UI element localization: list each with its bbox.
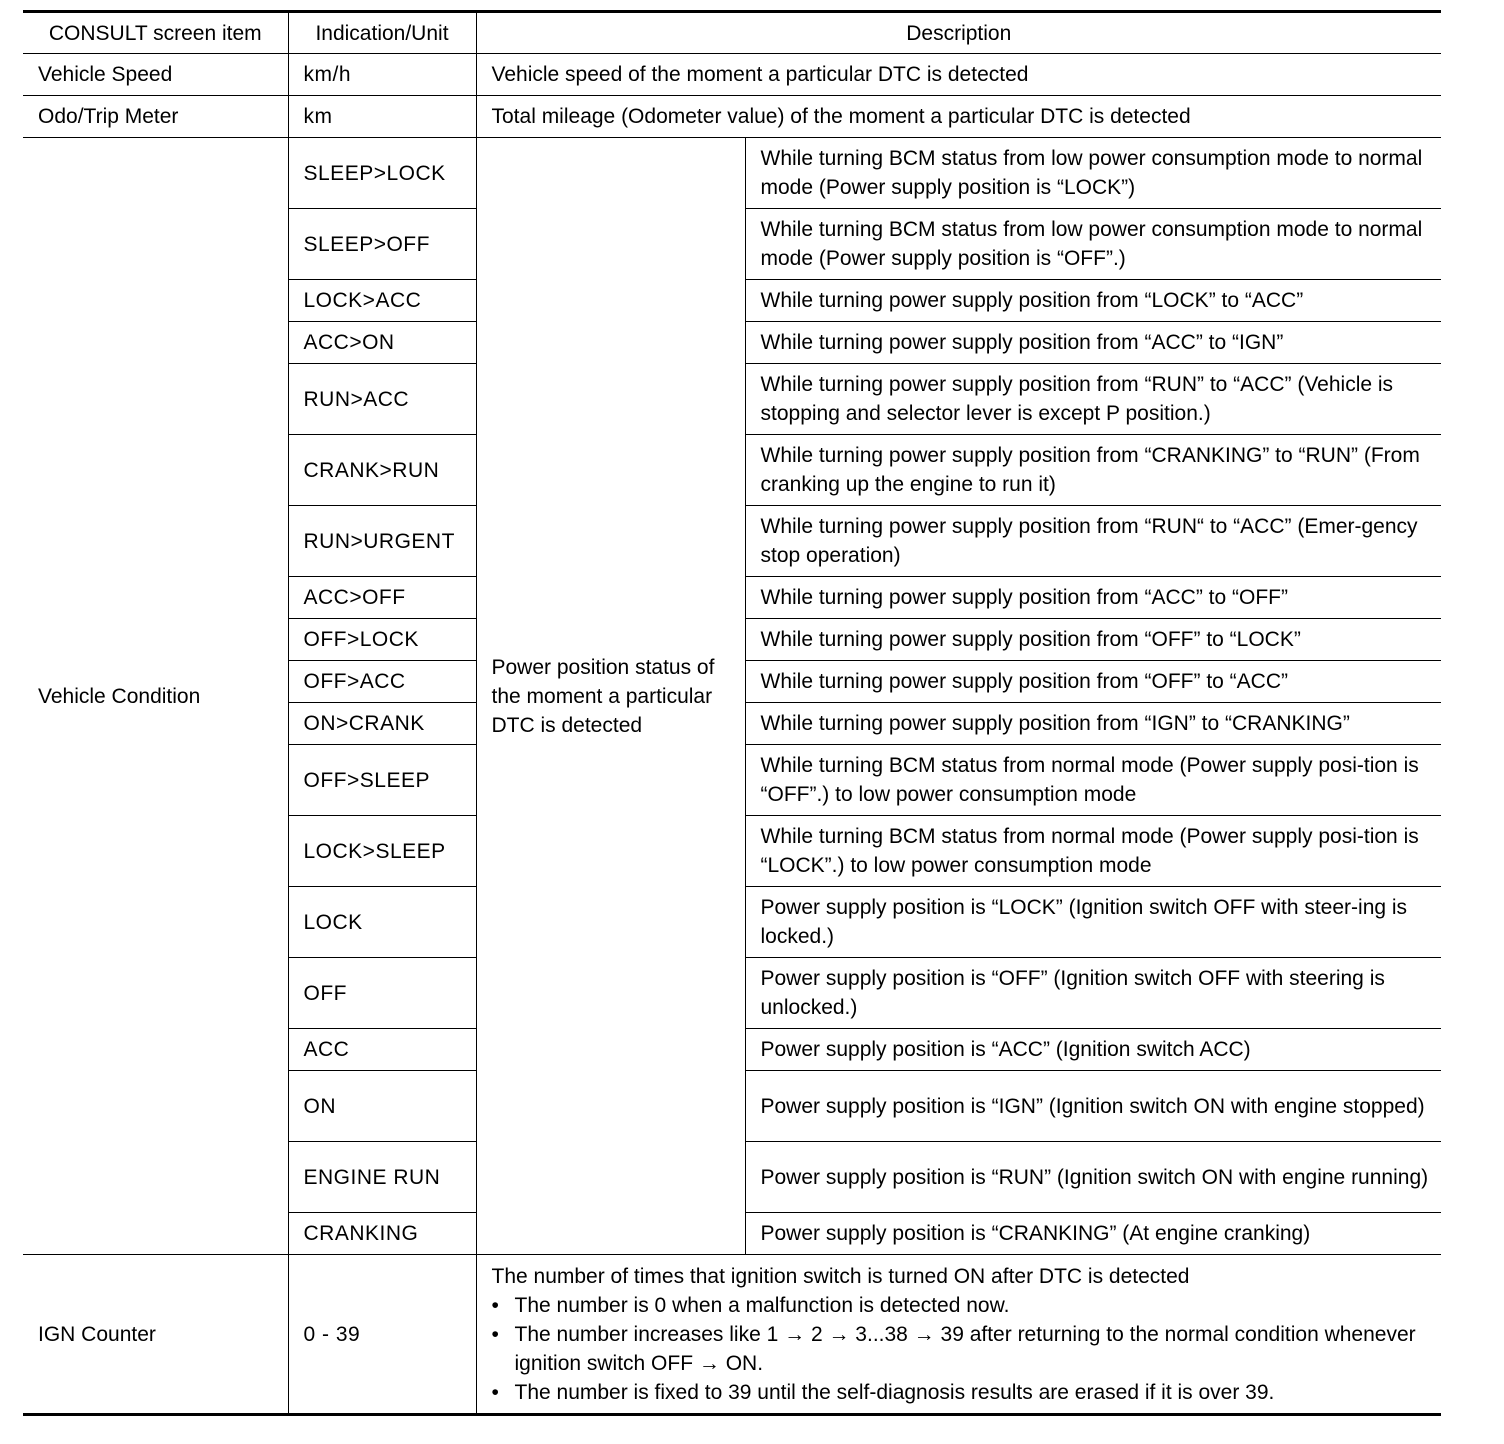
indication-cell: ON>CRANK [288, 703, 476, 745]
item-cell: Odo/Trip Meter [23, 96, 288, 138]
vehicle-speed-row [23, 54, 1441, 96]
indication-cell: LOCK>SLEEP [288, 816, 476, 887]
description-cell: While turning power supply position from “RUN” to “ACC” (Vehicle is stopping and selector lever is except P position.) [745, 364, 1441, 435]
unit-cell: km/h [288, 54, 476, 96]
indication-cell: LOCK [288, 887, 476, 958]
vehicle-condition-row [23, 138, 1441, 209]
indication-cell: LOCK>ACC [288, 280, 476, 322]
description-cell: Power supply position is “IGN” (Ignition switch ON with engine stopped) [745, 1071, 1441, 1142]
indication-cell: RUN>ACC [288, 364, 476, 435]
description-cell: Power supply position is “ACC” (Ignition switch ACC) [745, 1029, 1441, 1071]
header-description: Description [476, 12, 1441, 54]
ign-counter-intro: The number of times that ignition switch is turned ON after DTC is detected [491, 1264, 1190, 1288]
description-cell: While turning power supply position from “LOCK” to “ACC” [745, 280, 1441, 322]
odo-trip-row [23, 96, 1441, 138]
indication-cell: CRANK>RUN [288, 435, 476, 506]
description-cell: While turning power supply position from “CRANKING” to “RUN” (From cranking up the engine to run it) [745, 435, 1441, 506]
description-cell [476, 1255, 1441, 1415]
header-unit: Indication/Unit [288, 12, 476, 54]
indication-cell: RUN>URGENT [288, 506, 476, 577]
indication-cell: CRANKING [288, 1213, 476, 1255]
bullet-item: • The number is 0 when a malfunction is detected now. [492, 1291, 1434, 1320]
description-cell: While turning power supply position from “OFF” to “LOCK” [745, 619, 1441, 661]
indication-cell: OFF>SLEEP [288, 745, 476, 816]
description-cell: Power supply position is “RUN” (Ignition switch ON with engine running) [745, 1142, 1441, 1213]
description-cell: While turning BCM status from normal mode (Power supply posi-tion is “LOCK”.) to low power consumption mode [745, 816, 1441, 887]
description-cell: Vehicle speed of the moment a particular DTC is detected [476, 54, 1441, 96]
indication-cell: ACC [288, 1029, 476, 1071]
description-cell: Power supply position is “CRANKING” (At engine cranking) [745, 1213, 1441, 1255]
description-cell: Power supply position is “LOCK” (Ignition switch OFF with steer-ing is locked.) [745, 887, 1441, 958]
indication-cell: OFF [288, 958, 476, 1029]
header-row [23, 12, 1441, 54]
item-cell: IGN Counter [23, 1255, 288, 1415]
header-item: CONSULT screen item [23, 12, 288, 54]
description-cell: Total mileage (Odometer value) of the moment a particular DTC is detected [476, 96, 1441, 138]
description-cell: Power supply position is “OFF” (Ignition switch OFF with steering is unlocked.) [745, 958, 1441, 1029]
indication-cell: OFF>ACC [288, 661, 476, 703]
description-cell: While turning power supply position from “RUN“ to “ACC” (Emer-gency stop operation) [745, 506, 1441, 577]
consult-data-table [23, 10, 1441, 1416]
indication-cell: SLEEP>LOCK [288, 138, 476, 209]
power-position-summary: Power position status of the moment a particular DTC is detected [476, 138, 745, 1255]
description-cell: While turning power supply position from “OFF” to “ACC” [745, 661, 1441, 703]
ign-counter-row [23, 1255, 1441, 1415]
description-cell: While turning BCM status from low power consumption mode to normal mode (Power supply position is “LOCK”) [745, 138, 1441, 209]
indication-cell: SLEEP>OFF [288, 209, 476, 280]
description-cell: While turning BCM status from low power consumption mode to normal mode (Power supply position is “OFF”.) [745, 209, 1441, 280]
description-cell: While turning power supply position from “IGN” to “CRANKING” [745, 703, 1441, 745]
bullet-item: • The number is fixed to 39 until the self-diagnosis results are erased if it is over 39. [492, 1378, 1434, 1407]
description-cell: While turning power supply position from “ACC” to “OFF” [745, 577, 1441, 619]
unit-cell: km [288, 96, 476, 138]
description-cell: While turning power supply position from “ACC” to “IGN” [745, 322, 1441, 364]
indication-cell: ACC>ON [288, 322, 476, 364]
ign-counter-bullets [492, 1291, 1434, 1407]
item-cell: Vehicle Speed [23, 54, 288, 96]
unit-cell: 0 - 39 [288, 1255, 476, 1415]
bullet-item: • The number increases like 1 → 2 → 3...38 → 39 after returning to the normal condition whenever ignition switch OFF → ON. [492, 1320, 1434, 1378]
indication-cell: OFF>LOCK [288, 619, 476, 661]
indication-cell: ENGINE RUN [288, 1142, 476, 1213]
indication-cell: ACC>OFF [288, 577, 476, 619]
indication-cell: ON [288, 1071, 476, 1142]
description-cell: While turning BCM status from normal mode (Power supply posi-tion is “OFF”.) to low power consumption mode [745, 745, 1441, 816]
vehicle-condition-item: Vehicle Condition [23, 138, 288, 1255]
